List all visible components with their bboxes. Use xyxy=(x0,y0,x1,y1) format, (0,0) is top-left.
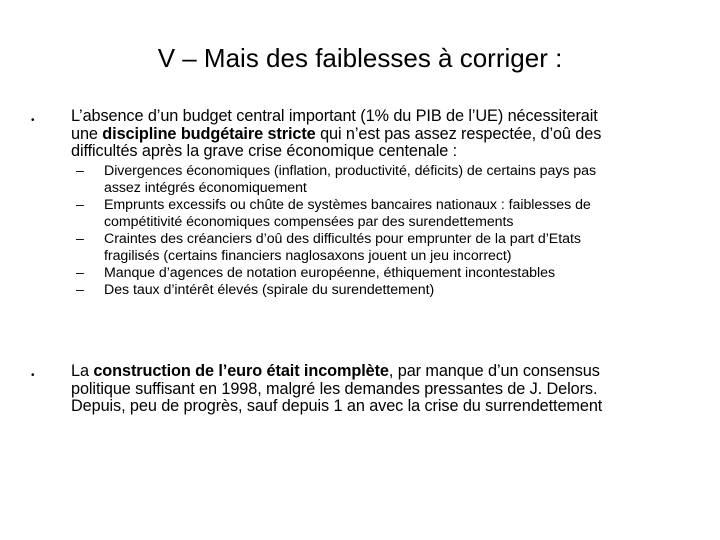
sub-item-line: Divergences économiques (inflation, productivité, déficits) de certains pays pas xyxy=(104,163,597,179)
sub-item-line: Emprunts excessifs ou chûte de systèmes bancaires nationaux : faiblesses de xyxy=(104,197,591,213)
bullet-1-line-2-post: qui n’est pas assez respectée, d’oû des xyxy=(315,124,602,143)
bullet-1-line-2-pre: une xyxy=(71,124,103,143)
sub-item xyxy=(76,282,676,299)
dash-marker: – xyxy=(76,197,84,213)
sub-item-line: Craintes des créanciers d’oû des difficultés pour emprunter de la part d’Etats xyxy=(104,231,581,247)
bullet-1-marker: • xyxy=(31,115,35,126)
sub-item xyxy=(76,197,676,231)
bullet-2-emphasis: construction de l’euro était incomplète xyxy=(93,362,389,380)
sub-item xyxy=(76,163,676,197)
bullet-2-line-2: politique suffisant en 1998, malgré les demandes pressantes de J. Delors. xyxy=(71,379,598,398)
sub-item-line: fragilisés (certains financiers naglosaxons jouent un jeu incorrect) xyxy=(104,248,512,264)
bullet-1-line-2 xyxy=(71,126,671,144)
bullet-2-line-1-pre: La xyxy=(71,362,94,380)
bullet-2-line-3: Depuis, peu de progrès, sauf depuis 1 an avec la crise du surrendettement xyxy=(71,397,603,415)
dash-marker: – xyxy=(76,231,84,247)
dash-marker: – xyxy=(76,265,84,281)
sub-item-line: compétitivité économiques compensées par des surendettements xyxy=(104,214,514,230)
sub-list xyxy=(76,163,676,299)
bullet-2-line-1 xyxy=(71,363,671,381)
slide-title: V – Mais des faiblesses à corriger : xyxy=(157,43,563,73)
bullet-1-line-1: L’absence d’un budget central important (1% du PIB de l’UE) nécessiterait xyxy=(71,107,598,125)
dash-marker: – xyxy=(76,163,84,179)
dash-marker: – xyxy=(76,282,84,298)
bullet-2-text xyxy=(71,363,671,416)
bullet-1-line-3: difficultés après la grave crise économique centenale : xyxy=(71,142,458,160)
sub-item-line: Manque d’agences de notation européenne, éthiquement incontestables xyxy=(104,265,555,281)
sub-item xyxy=(76,265,676,282)
bullet-2-marker: • xyxy=(31,370,35,381)
bullet-1-text xyxy=(71,108,671,161)
sub-item-line: Des taux d’intérêt élevés (spirale du surendettement) xyxy=(104,282,435,298)
bullet-2-line-1-post: , par manque d’un consensus xyxy=(388,362,600,380)
bullet-1-emphasis: discipline budgétaire stricte xyxy=(102,124,316,143)
sub-item-line: assez intégrés économiquement xyxy=(104,180,307,196)
sub-item xyxy=(76,231,676,265)
